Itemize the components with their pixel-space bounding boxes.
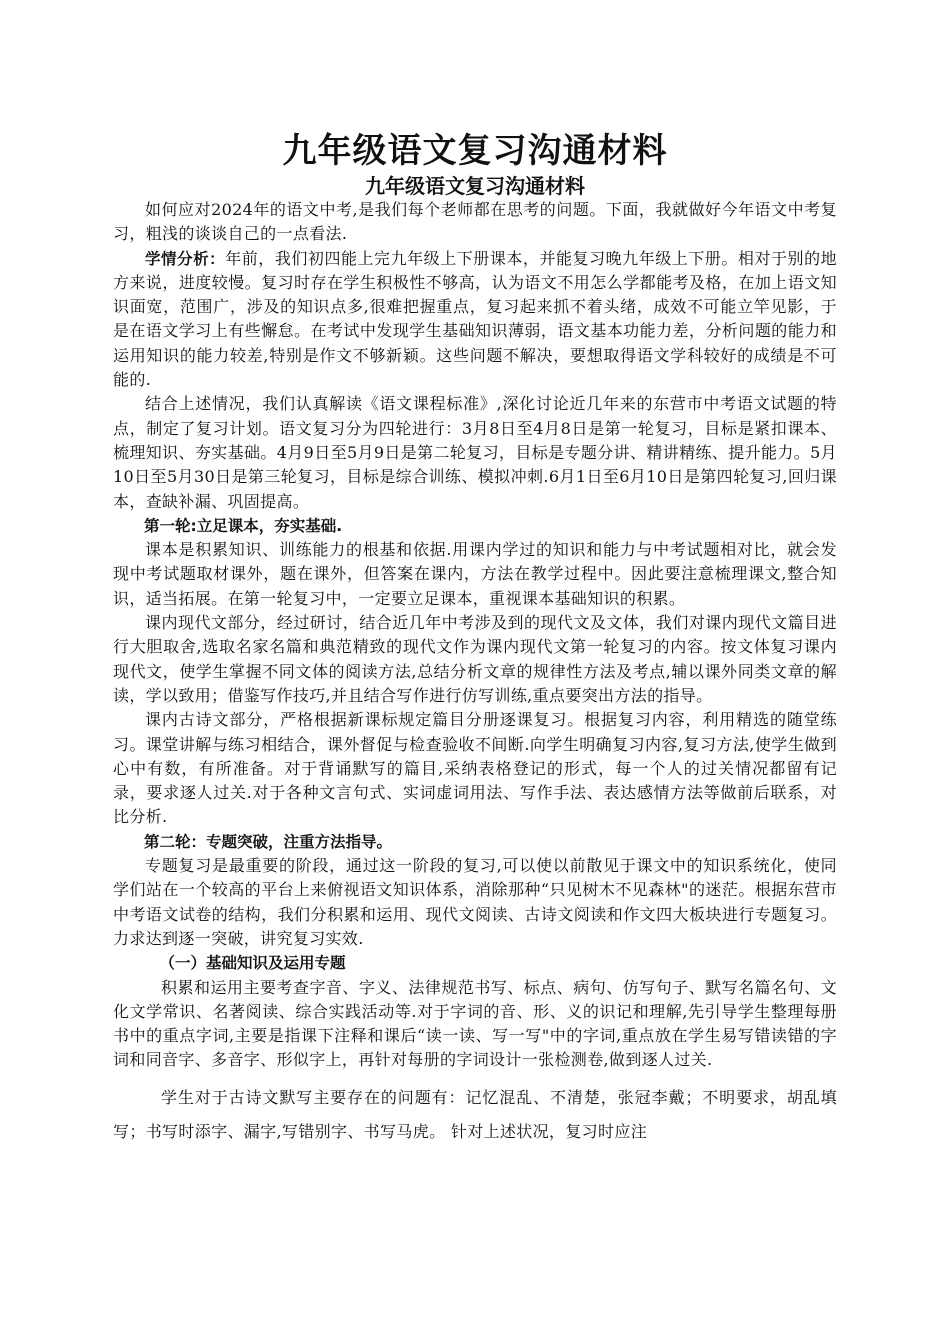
round2-paragraph-1: 专题复习是最重要的阶段，通过这一阶段的复习,可以使以前散见于课文中的知识系统化，使同学们站在一个较高的平台上来俯视语文知识体系，消除那种“只见树木不见森林"的迷茫。根据东营市中考语文试卷的结构，我们分积累和运用、现代文阅读、古诗文阅读和作文四大板块进行专题复习。力求达到逐一突破，讲究复习实效. bbox=[113, 856, 837, 948]
analysis-label: 学情分析： bbox=[145, 249, 226, 268]
topic1-heading: （一）基础知识及运用专题 bbox=[159, 954, 346, 973]
round2-heading: 第二轮：专题突破，注重方法指导。 bbox=[144, 832, 393, 851]
document-title: 九年级语文复习沟通材料 bbox=[282, 131, 668, 171]
topic1-paragraph-1: 积累和运用主要考查字音、字义、法律规范书写、标点、病句、仿写句子、默写名篇名句、文化文学常识、名著阅读、综合实践活动等.对于字词的音、形、义的识记和理解,先引导学生整理每册书中的重点字词,主要是指课下注释和课后“读一读、写一写"中的字词,重点放在学生易写错读错的字词和同音字、多音字、形似字上，再针对每册的字词设计一张检测卷,做到逐人过关. bbox=[113, 977, 837, 1070]
round1-paragraph-2: 课内现代文部分，经过研讨，结合近几年中考涉及到的现代文及文体，我们对课内现代文篇目进行大胆取舍,选取名家名篇和典范精致的现代文作为课内现代文第一轮复习的内容。按文体复习课内现代文，使学生掌握不同文体的阅读方法,总结分析文章的规律性方法及考点,辅以课外同类文章的解读，学以致用；借鉴写作技巧,并且结合写作进行仿写训练,重点要突出方法的指导。 bbox=[113, 613, 837, 705]
topic1-paragraph-2: 学生对于古诗文默写主要存在的问题有：记忆混乱、不清楚，张冠李戴；不明要求，胡乱填写；书写时添字、漏字,写错别字、书写马虎。 针对上述状况，复习时应注 bbox=[113, 1087, 837, 1141]
analysis-text: 年前，我们初四能上完九年级上下册课本，并能复习晚九年级上下册。相对于别的地方来说，进度较慢。复习时存在学生积极性不够高，认为语文不用怎么学都能考及格，在加上语文知识面宽，范围广，涉及的知识点多,很难把握重点，复习起来抓不着头绪，成效不可能立竿见影，于是在语文学习上有些懈怠。在考试中发现学生基础知识薄弱，语文基本功能力差，分析问题的能力和运用知识的能力较差,特别是作文不够新颖。这些问题不解决，要想取得语文学科较好的成绩是不可能的. bbox=[113, 248, 837, 390]
round1-heading: 第一轮:立足课本，夯实基础. bbox=[144, 516, 343, 535]
intro-paragraph: 如何应对2024年的语文中考,是我们每个老师都在思考的问题。下面，我就做好今年语文中考复习，粗浅的谈谈自己的一点看法. bbox=[113, 200, 837, 244]
analysis-paragraph bbox=[113, 247, 837, 393]
document-subtitle: 九年级语文复习沟通材料 bbox=[365, 174, 585, 198]
plan-paragraph: 结合上述情况，我们认真解读《语文课程标准》,深化讨论近几年来的东营市中考语文试题的特点，制定了复习计划。语文复习分为四轮进行：3月8日至4月8日是第一轮复习，目标是紧扣课本、梳理知识、夯实基础。4月9日至5月9日是第二轮复习，目标是专题分讲、精讲精练、提升能力。5月10日至5月30日是第三轮复习，目标是综合训练、模拟冲刺.6月1日至6月10日是第四轮复习,回归课本，查缺补漏、巩固提高。 bbox=[113, 394, 837, 511]
round1-paragraph-3: 课内古诗文部分，严格根据新课标规定篇目分册逐课复习。根据复习内容，利用精选的随堂练习。课堂讲解与练习相结合，课外督促与检查验收不间断.向学生明确复习内容,复习方法,使学生做到心中有数，有所准备。对于背诵默写的篇目,采纳表格登记的形式，每一个人的过关情况都留有记录，要求逐人过关.对于各种文言句式、实词虚词用法、写作手法、表达感情方法等做前后联系，对比分析. bbox=[113, 710, 837, 827]
document-page bbox=[113, 128, 837, 1149]
round1-paragraph-1: 课本是积累知识、训练能力的根基和依据.用课内学过的知识和能力与中考试题相对比，就会发现中考试题取材课外，题在课外，但答案在课内，方法在教学过程中。因此要注意梳理课文,整合知识，适当拓展。在第一轮复习中，一定要立足课本，重视课本基础知识的积累。 bbox=[113, 540, 837, 608]
